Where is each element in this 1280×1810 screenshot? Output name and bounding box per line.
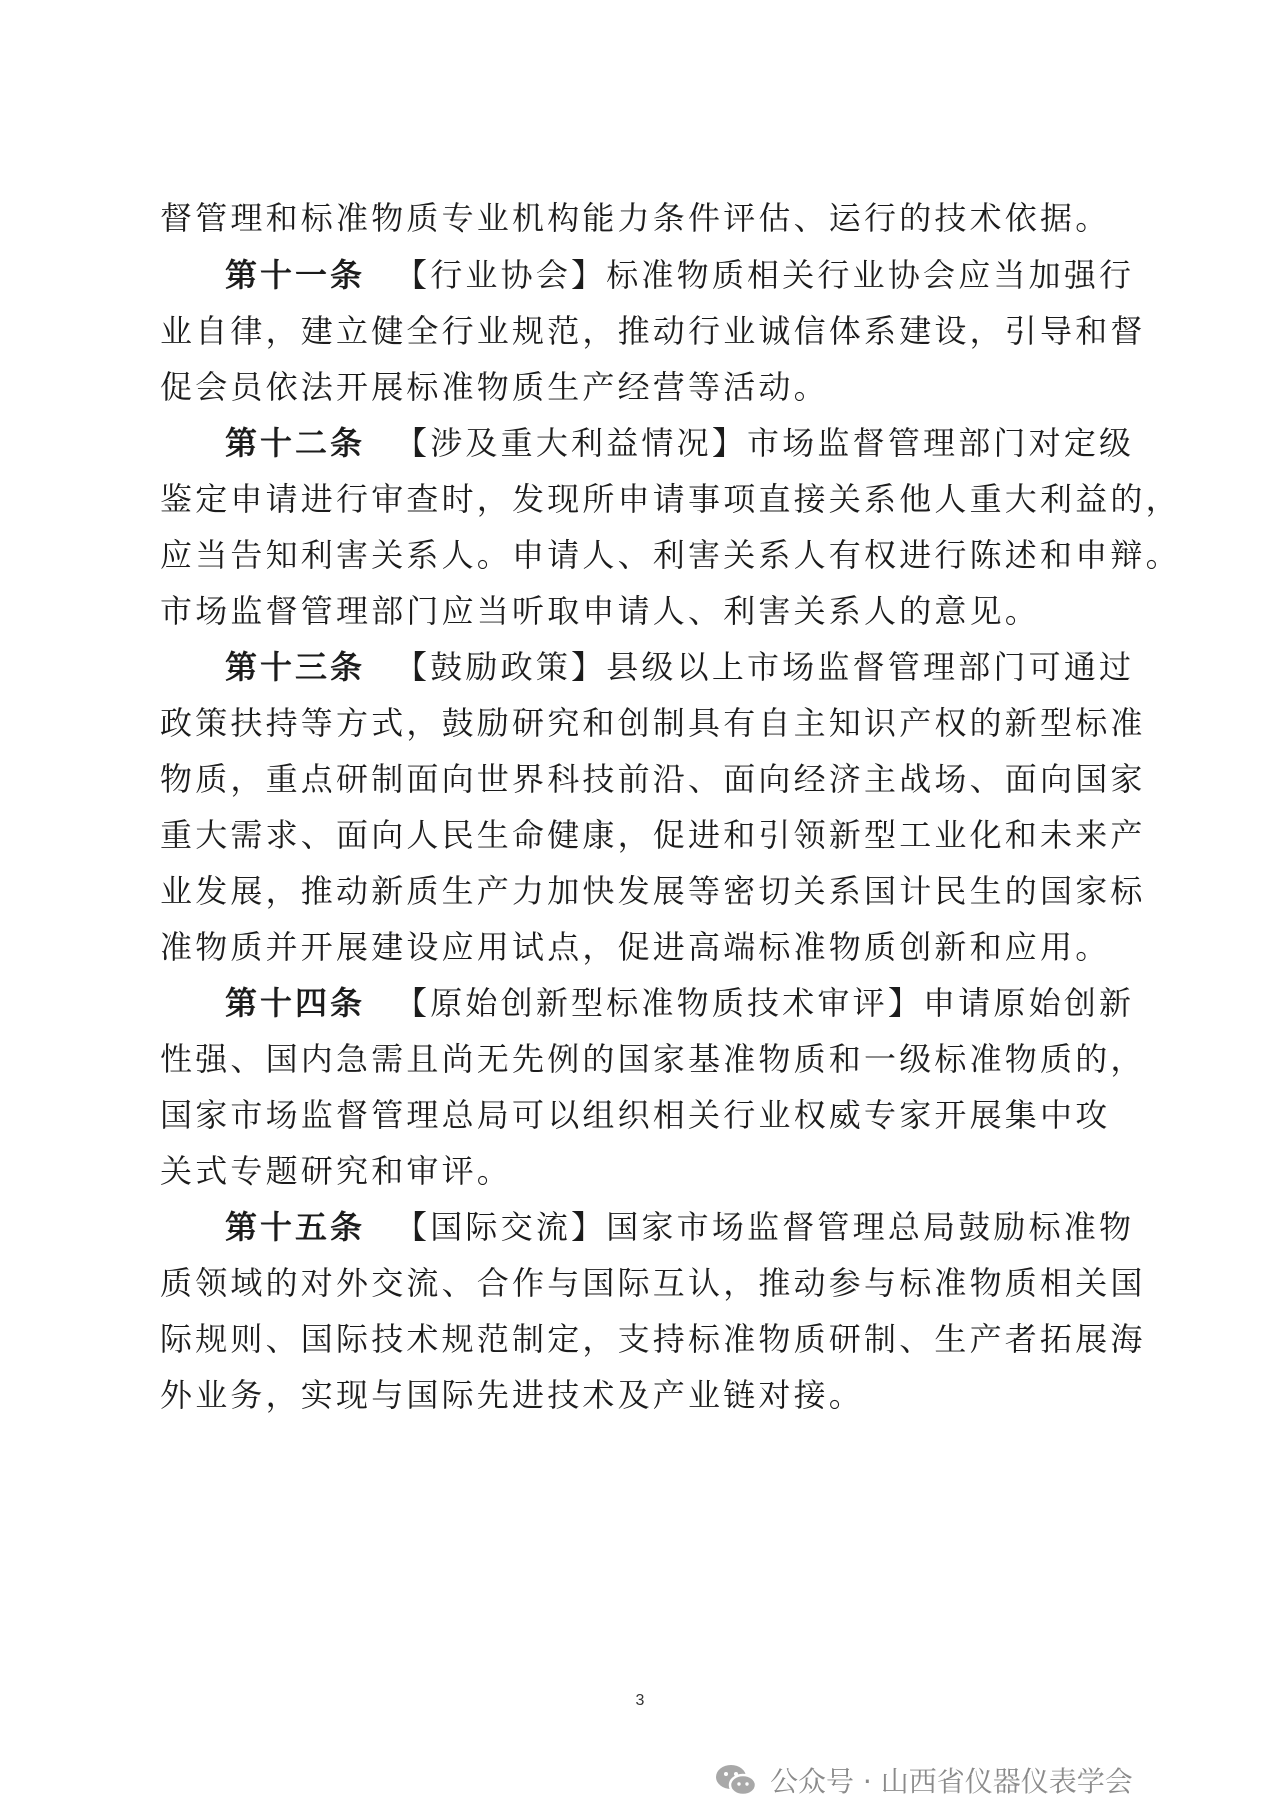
article-number: 第十二条: [225, 424, 366, 462]
line-text: 【国际交流】国家市场监督管理总局鼓励标准物: [395, 1208, 1135, 1246]
line-text: 重大需求、面向人民生命健康，促进和引领新型工业化和未来产: [160, 816, 1146, 854]
line-text: 督管理和标准物质专业机构能力条件评估、运行的技术依据。: [160, 199, 1111, 237]
article-number: 第十五条: [225, 1208, 366, 1246]
line-text: 促会员依法开展标准物质生产经营等活动。: [160, 368, 829, 406]
line-text: 【涉及重大利益情况】市场监督管理部门对定级: [395, 424, 1135, 462]
text-line: [160, 703, 1146, 743]
watermark-text: 公众号 · 山西省仪器仪表学会: [770, 1765, 1133, 1798]
article-number: 第十四条: [225, 984, 366, 1022]
text-line: [160, 1039, 1146, 1079]
line-text: 【原始创新型标准物质技术审评】申请原始创新: [395, 984, 1135, 1022]
text-line: [160, 367, 829, 407]
line-text: 际规则、国际技术规范制定，支持标准物质研制、生产者拓展海: [160, 1320, 1146, 1358]
wechat-official-account-icon: [712, 1760, 760, 1800]
text-line: [160, 1263, 1146, 1303]
text-line: [160, 927, 1110, 967]
text-line: [160, 1095, 1110, 1135]
line-text: 关式专题研究和审评。: [160, 1152, 513, 1190]
article-first-line: [225, 1207, 1134, 1247]
article-first-line: [225, 423, 1134, 463]
text-line: [160, 479, 1181, 519]
line-text: 业自律，建立健全行业规范，推动行业诚信体系建设，引导和督: [160, 312, 1146, 350]
line-text: 国家市场监督管理总局可以组织相关行业权威专家开展集中攻: [160, 1096, 1111, 1134]
article-number: 第十一条: [225, 256, 366, 294]
text-line: [160, 198, 1110, 238]
text-line: [160, 535, 1181, 575]
line-text: 准物质并开展建设应用试点，促进高端标准物质创新和应用。: [160, 928, 1111, 966]
line-text: 市场监督管理部门应当听取申请人、利害关系人的意见。: [160, 592, 1041, 630]
line-text: 鉴定申请进行审查时，发现所申请事项直接关系他人重大利益的，: [160, 480, 1181, 518]
line-text: 质领域的对外交流、合作与国际互认，推动参与标准物质相关国: [160, 1264, 1146, 1302]
line-text: 政策扶持等方式，鼓励研究和创制具有自主知识产权的新型标准: [160, 704, 1146, 742]
page-number: 3: [635, 1692, 645, 1709]
line-text: 性强、国内急需且尚无先例的国家基准物质和一级标准物质的，: [160, 1040, 1146, 1078]
line-text: 业发展，推动新质生产力加快发展等密切关系国计民生的国家标: [160, 872, 1146, 910]
text-line: [160, 311, 1146, 351]
text-line: [160, 591, 1040, 631]
article-first-line: [225, 983, 1134, 1023]
line-text: 外业务，实现与国际先进技术及产业链对接。: [160, 1376, 865, 1414]
line-text: 物质，重点研制面向世界科技前沿、面向经济主战场、面向国家: [160, 760, 1146, 798]
text-line: [160, 1319, 1146, 1359]
article-first-line: [225, 647, 1134, 687]
article-number: 第十三条: [225, 648, 366, 686]
line-text: 【行业协会】标准物质相关行业协会应当加强行: [395, 256, 1135, 294]
text-line: [160, 1151, 512, 1191]
article-first-line: [225, 255, 1134, 295]
line-text: 【鼓励政策】县级以上市场监督管理部门可通过: [395, 648, 1135, 686]
text-line: [160, 815, 1146, 855]
watermark: [712, 1760, 1133, 1800]
text-line: [160, 759, 1146, 799]
text-line: [160, 871, 1146, 911]
text-line: [160, 1375, 864, 1415]
line-text: 应当告知利害关系人。申请人、利害关系人有权进行陈述和申辩。: [160, 536, 1181, 574]
